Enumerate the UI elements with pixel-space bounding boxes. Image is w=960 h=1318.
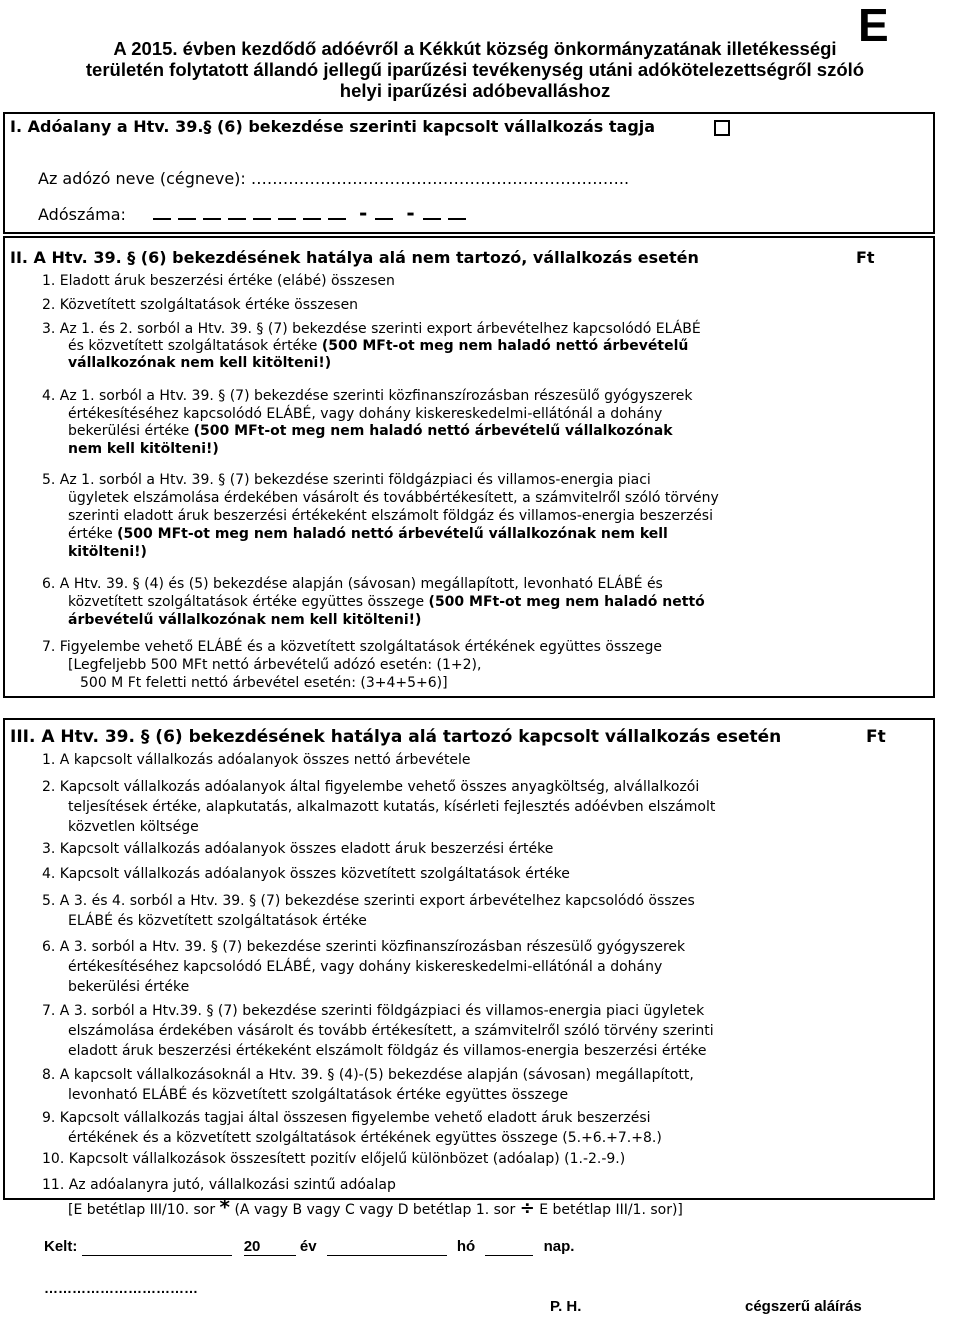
s3-row-5: 5. A 3. és 4. sorból a Htv. 39. § (7) bekezdése szerinti export árbevételhez kapcsolódó összes ELÁBÉ és közvetített szolgáltatások értéke — [42, 893, 695, 929]
s3-row-9: 9. Kapcsolt vállalkozás tagjai által összesen figyelembe vehető eladott áruk beszerzési értékének és a közvetített szolgáltatások értékének együttes összege (5.+6.+7.+8.) — [42, 1110, 662, 1146]
month-field[interactable] — [327, 1238, 447, 1256]
year-field[interactable]: 20 — [244, 1238, 296, 1256]
s3-row-11: 11. Az adóalanyra jutó, vállalkozási szintű adóalap [E betétlap III/10. sor * (A vagy B vagy C vagy D betétlap 1. sor ÷ E betétlap III/1. sor)] — [42, 1177, 683, 1219]
section-3-unit: Ft — [866, 727, 886, 747]
s2-row-4: 4. Az 1. sorból a Htv. 39. § (7) bekezdése szerinti közfinanszírozásban részesülő gyógyszerek értékesítéséhez kapcsolódó ELÁBÉ, vagy dohány kiskereskedelmi-ellátónál a dohány bekerülési értéke (500 MFt-ot meg nem haladó nettó árbevételű vállalkozónak nem kell kitölteni!) — [42, 388, 693, 457]
day-field[interactable] — [485, 1238, 533, 1256]
divide-sign: ÷ — [519, 1198, 535, 1219]
section-2-heading: II. A Htv. 39. § (6) bekezdésének hatálya alá nem tartozó, vállalkozás esetén — [10, 248, 699, 267]
place-field[interactable] — [82, 1238, 232, 1256]
taxpayer-name-row: Az adózó neve (cégneve): …………………………………………………………….. — [38, 169, 630, 188]
tax-number-field[interactable] — [153, 205, 353, 224]
s3-row-6: 6. A 3. sorból a Htv. 39. § (7) bekezdése szerinti közfinanszírozásban részesülő gyógyszerek értékesítéséhez kapcsolódó ELÁBÉ, vagy dohány kiskereskedelmi-ellátónál a dohány bekerülési értéke — [42, 939, 686, 995]
s3-row-2: 2. Kapcsolt vállalkozás adóalanyok által figyelembe vehető összes anyagköltség, alvállalkozói teljesítések értéke, alapkutatás, alkalmazott kutatás, kísérleti fejlesztés adóévben elszámolt közvetlen költsége — [42, 779, 716, 835]
section-2-unit: Ft — [856, 248, 875, 267]
section-3-heading: III. A Htv. 39. § (6) bekezdésének hatálya alá tartozó kapcsolt vállalkozás esetén — [10, 727, 782, 747]
kapcsolt-checkbox[interactable] — [714, 120, 730, 136]
s3-row-8: 8. A kapcsolt vállalkozásoknál a Htv. 39. § (4)-(5) bekezdése alapján (sávosan) megállapított, levonható ELÁBÉ és közvetített szolgáltatások értéke együttes összege — [42, 1067, 694, 1103]
s3-row-4: 4. Kapcsolt vállalkozás adóalanyok összes közvetített szolgáltatások értéke — [42, 866, 570, 882]
signature-dots: …………………………… — [44, 1280, 198, 1296]
s2-row-6: 6. A Htv. 39. § (4) és (5) bekezdése alapján (sávosan) megállapított, levonható ELÁBÉ és közvetített szolgáltatások értéke együttes összege (500 MFt-ot meg nem haladó nettó árbevételű vállalkozónak nem kell kitölteni!) — [42, 576, 705, 628]
s2-row-1: 1. Eladott áruk beszerzési értéke (elábé) összesen — [42, 273, 395, 289]
multiply-sign: * — [219, 1195, 231, 1219]
s3-row-7: 7. A 3. sorból a Htv.39. § (7) bekezdése szerinti földgázpiaci és villamos-energia piaci ügyletek elszámolása érdekében vásárolt és tovább értékesített, a számvitelről szóló törvény szerinti eladott áruk beszerzési értékeként elszámolt földgáz és villamos-energia beszerzési értéke — [42, 1003, 714, 1059]
s2-row-5: 5. Az 1. sorból a Htv. 39. § (7) bekezdése szerinti földgázpiaci és villamos-energia piaci ügyletek elszámolása érdekében vásárolt és továbbértékesített, a számvitelről szóló törvény szerinti eladott áruk beszerzési értékeként elszámolt földgáz és villamos-energia beszerzési értéke (500 MFt-ot meg nem haladó nettó árbevételű vállalkozónak nem kell kitölteni!) — [42, 472, 719, 560]
s3-row-1: 1. A kapcsolt vállalkozás adóalanyok összes nettó árbevétele — [42, 752, 471, 768]
s2-row-3: 3. Az 1. és 2. sorból a Htv. 39. § (7) bekezdése szerinti export árbevételhez kapcsolódó ELÁBÉ és közvetített szolgáltatások értéke (500 MFt-ot meg nem haladó nettó árbevételű vállalkozónak nem kell kitölteni!) — [42, 321, 701, 371]
section-1-heading: I. Adóalany a Htv. 39.§ (6) bekezdése szerinti kapcsolt vállalkozás tagja — [10, 117, 656, 136]
stamp-label: P. H. — [550, 1298, 582, 1315]
date-row: Kelt: 20 év hó nap. — [44, 1238, 575, 1255]
form-letter: E — [858, 0, 889, 51]
page-title: A 2015. évben kezdődő adóévről a Kékkút község önkormányzatának illetékességi területén folytatott állandó jellegű iparűzési tevékenység utáni adókötelezettségről szóló helyi iparűzési adóbevalláshoz — [85, 38, 865, 101]
s2-row-2: 2. Közvetített szolgáltatások értéke összesen — [42, 297, 359, 313]
tax-number-row: Adószáma: - - — [38, 201, 473, 225]
taxpayer-name-field[interactable]: …………………………………………………………….. — [250, 169, 630, 188]
s3-row-3: 3. Kapcsolt vállalkozás adóalanyok összes eladott áruk beszerzési értéke — [42, 841, 554, 857]
s3-row-10: 10. Kapcsolt vállalkozások összesített pozitív előjelű különbözet (adóalap) (1.-2.-9.) — [42, 1151, 626, 1167]
s2-row-7: 7. Figyelembe vehető ELÁBÉ és a közvetített szolgáltatások értékének együttes összege [Legfeljebb 500 MFt nettó árbevételű adózó esetén: (1+2), 500 M Ft feletti nettó árbevétel esetén: (3+4+5+6)] — [42, 639, 663, 691]
signature-label: cégszerű aláírás — [745, 1298, 862, 1315]
